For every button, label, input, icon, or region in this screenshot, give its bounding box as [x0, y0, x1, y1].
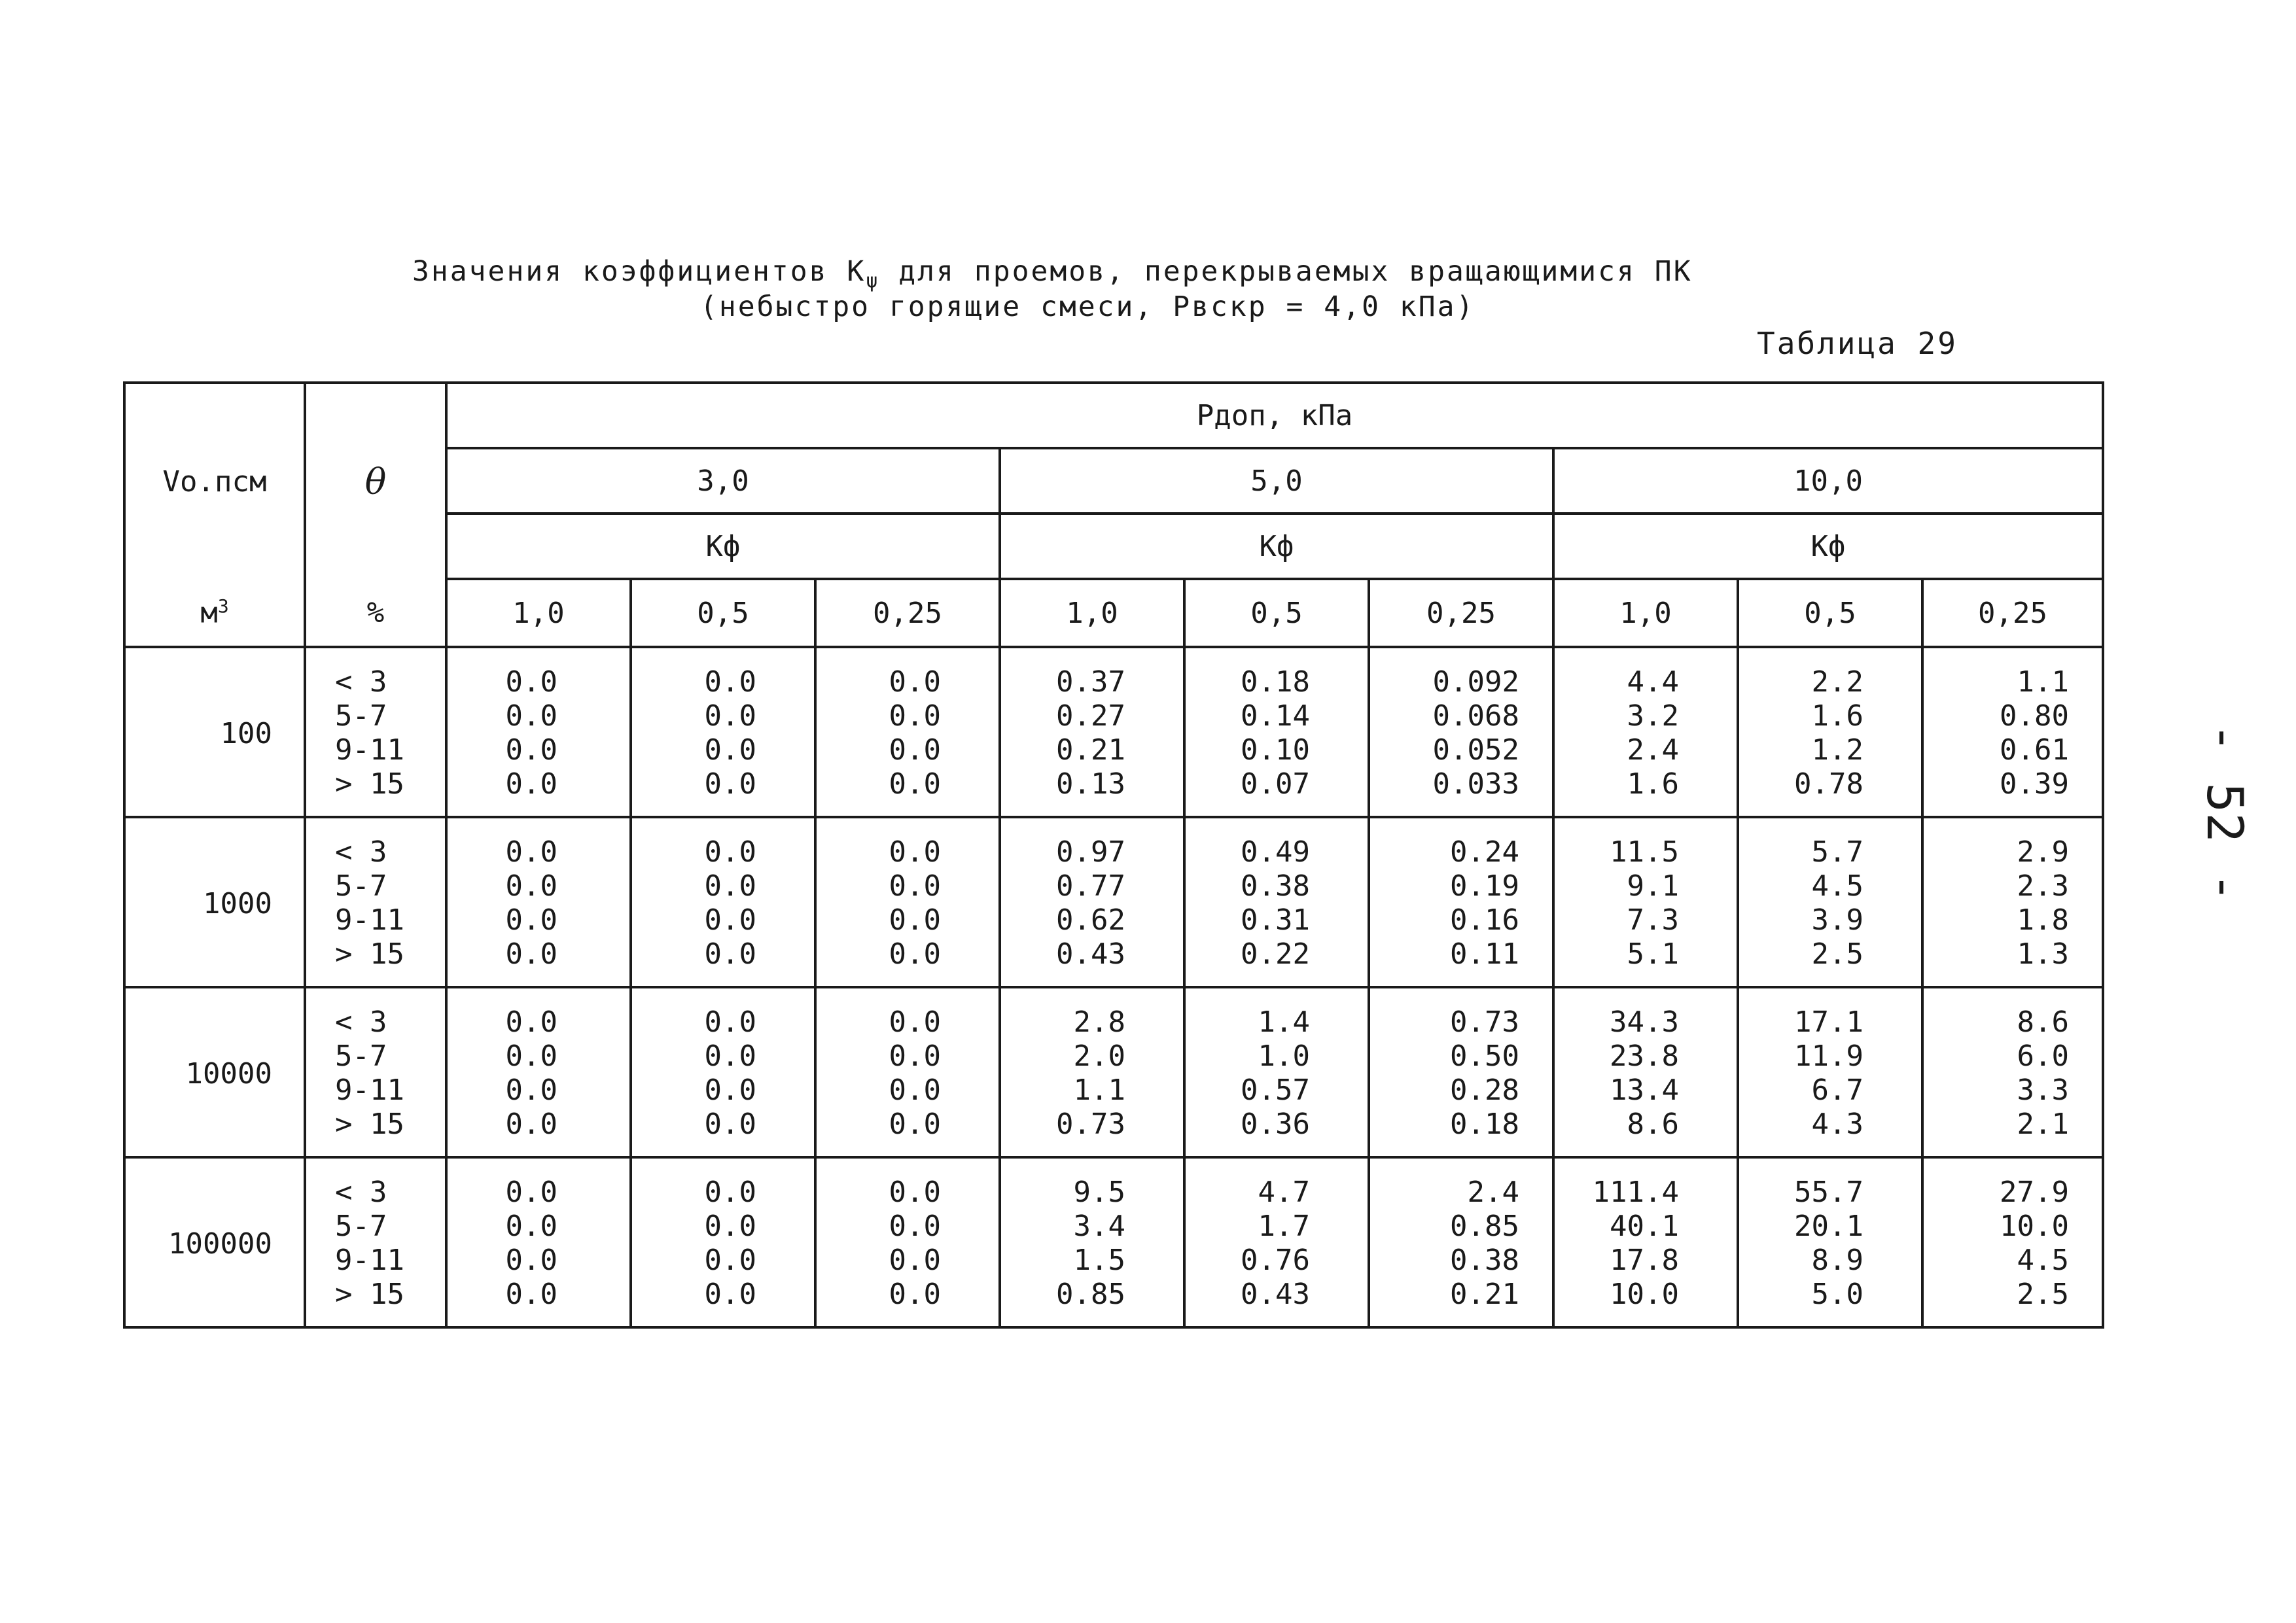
row-volume: 1000: [124, 817, 305, 987]
coefficient-value: 11.5: [1610, 835, 1679, 869]
coefficient-value: 10.0: [1610, 1278, 1679, 1311]
header-k-value: 0,25: [1369, 579, 1553, 647]
value-cell: [1184, 987, 1369, 1157]
coefficient-value: 0.10: [1241, 733, 1310, 767]
coefficient-value: 2.1: [2017, 1108, 2069, 1141]
coefficient-value: 0.0: [505, 869, 557, 903]
value-cell: [815, 817, 1000, 987]
coefficient-value: 0.11: [1450, 937, 1519, 971]
value-cell: [446, 987, 631, 1157]
coefficient-value: 0.22: [1241, 937, 1310, 971]
title-line-2: (небыстро горящие смеси, Рвскр = 4,0 кПа): [700, 290, 1475, 323]
coefficient-value: 3.2: [1627, 699, 1679, 733]
coefficient-value: 1.1: [2017, 665, 2069, 699]
coefficient-value: 7.3: [1627, 903, 1679, 937]
theta-range: < 3: [335, 1005, 387, 1039]
coefficient-value: 2.5: [1811, 937, 1863, 971]
coefficient-value: 0.0: [505, 1244, 557, 1277]
value-cell: [815, 1157, 1000, 1327]
value-cell: [815, 647, 1000, 817]
value-cell: [446, 817, 631, 987]
coefficient-value: 111.4: [1592, 1176, 1679, 1209]
coefficient-value: 4.4: [1627, 665, 1679, 699]
coefficient-value: 0.0: [889, 937, 941, 971]
header-theta-symbol: θ: [364, 461, 387, 502]
row-theta-cell: [305, 817, 446, 987]
value-cell: [1738, 647, 1922, 817]
coefficient-value: 0.0: [704, 1244, 756, 1277]
value-cell: [1922, 1157, 2103, 1327]
coefficient-value: 0.0: [889, 1073, 941, 1107]
coefficient-value: 5.0: [1811, 1278, 1863, 1311]
header-k-value: 0,5: [1738, 579, 1922, 647]
value-cell: [1184, 817, 1369, 987]
value-cell: [1553, 1157, 1738, 1327]
header-k-label-3: Кф: [1553, 514, 2103, 579]
volume-unit-power: 3: [217, 595, 229, 617]
coefficient-value: 3.9: [1811, 903, 1863, 937]
header-pressure-group-2: 5,0: [1000, 448, 1553, 514]
coefficient-value: 0.0: [889, 1176, 941, 1209]
coefficient-value: 0.27: [1056, 699, 1125, 733]
table-number-label: Таблица 29: [1757, 326, 1958, 361]
coefficient-value: 11.9: [1794, 1039, 1863, 1073]
theta-range: > 15: [335, 767, 404, 801]
coefficient-value: 2.3: [2017, 869, 2069, 903]
coefficient-value: 0.38: [1241, 869, 1310, 903]
theta-range: > 15: [335, 1278, 404, 1311]
coefficient-value: 1.1: [1073, 1073, 1125, 1107]
coefficient-value: 0.0: [505, 1176, 557, 1209]
coefficient-value: 10.0: [2000, 1210, 2069, 1243]
value-cell: [1922, 817, 2103, 987]
coefficient-value: 0.21: [1056, 733, 1125, 767]
coefficient-value: 0.0: [889, 1278, 941, 1311]
value-cell: [1738, 1157, 1922, 1327]
value-cell: [1553, 817, 1738, 987]
coefficient-value: 0.0: [889, 1210, 941, 1243]
coefficient-value: 8.6: [1627, 1108, 1679, 1141]
coefficient-value: 0.0: [505, 665, 557, 699]
coefficient-value: 1.0: [1258, 1039, 1310, 1073]
header-k-value: 0,25: [815, 579, 1000, 647]
value-cell: [631, 647, 815, 817]
header-volume-label: Vo.псм: [162, 464, 267, 498]
volume-unit: м: [200, 596, 218, 630]
theta-range: > 15: [335, 937, 404, 971]
header-k-value: 1,0: [446, 579, 631, 647]
header-volume-unit: [124, 579, 305, 647]
coefficient-value: 0.0: [704, 1176, 756, 1209]
theta-range: 9-11: [335, 733, 404, 767]
coefficient-value: 0.0: [889, 903, 941, 937]
coefficient-value: 0.0: [505, 1073, 557, 1107]
coefficient-value: 6.7: [1811, 1073, 1863, 1107]
coefficient-value: 6.0: [2017, 1039, 2069, 1073]
value-cell: [1369, 817, 1553, 987]
coefficient-value: 27.9: [2000, 1176, 2069, 1209]
coefficient-value: 3.4: [1073, 1210, 1125, 1243]
coefficient-value: 0.0: [889, 835, 941, 869]
page-number: - 52 -: [2196, 723, 2254, 903]
coefficient-value: 0.16: [1450, 903, 1519, 937]
coefficient-value: 2.9: [2017, 835, 2069, 869]
coefficient-value: 0.0: [505, 1005, 557, 1039]
coefficient-value: 0.36: [1241, 1108, 1310, 1141]
coefficient-value: 0.0: [704, 1039, 756, 1073]
value-cell: [631, 817, 815, 987]
coefficient-value: 0.068: [1432, 699, 1519, 733]
value-cell: [446, 647, 631, 817]
coefficient-value: 0.0: [505, 1278, 557, 1311]
title-line-1: [412, 255, 1693, 292]
coefficient-value: 0.092: [1432, 665, 1519, 699]
coefficient-value: 0.0: [704, 1210, 756, 1243]
coefficient-value: 0.0: [889, 767, 941, 801]
value-cell: [631, 1157, 815, 1327]
coefficient-value: 0.24: [1450, 835, 1519, 869]
coefficient-value: 0.18: [1450, 1108, 1519, 1141]
coefficient-value: 0.033: [1432, 767, 1519, 801]
coefficient-value: 0.97: [1056, 835, 1125, 869]
header-pressure-group-1: 3,0: [446, 448, 1000, 514]
theta-range: < 3: [335, 665, 387, 699]
table-row: [124, 987, 2103, 1157]
coefficient-value: 0.0: [704, 835, 756, 869]
coefficient-value: 0.0: [889, 1005, 941, 1039]
table-row: [124, 817, 2103, 987]
coefficient-value: 0.21: [1450, 1278, 1519, 1311]
row-volume: 100000: [124, 1157, 305, 1327]
coefficient-value: 0.14: [1241, 699, 1310, 733]
coefficient-value: 0.19: [1450, 869, 1519, 903]
coefficient-value: 9.1: [1627, 869, 1679, 903]
value-cell: [1922, 987, 2103, 1157]
value-cell: [815, 987, 1000, 1157]
coefficient-value: 0.85: [1056, 1278, 1125, 1311]
row-theta-cell: [305, 987, 446, 1157]
header-k-label-2: Кф: [1000, 514, 1553, 579]
coefficient-value: 0.0: [889, 1039, 941, 1073]
coefficient-value: 0.0: [704, 903, 756, 937]
coefficient-value: 20.1: [1794, 1210, 1863, 1243]
coefficient-value: 0.0: [704, 699, 756, 733]
coefficient-value: 2.4: [1467, 1176, 1519, 1209]
coefficient-value: 1.2: [1811, 733, 1863, 767]
coefficient-value: 0.43: [1056, 937, 1125, 971]
coefficient-value: 2.8: [1073, 1005, 1125, 1039]
coefficient-value: 0.0: [704, 665, 756, 699]
value-cell: [1184, 647, 1369, 817]
coefficient-value: 0.0: [889, 733, 941, 767]
table-row: [124, 1157, 2103, 1327]
coefficient-value: 0.0: [704, 1073, 756, 1107]
coefficient-value: 0.61: [2000, 733, 2069, 767]
coefficient-value: 0.0: [505, 699, 557, 733]
coefficient-value: 0.37: [1056, 665, 1125, 699]
coefficient-value: 4.7: [1258, 1176, 1310, 1209]
coefficient-value: 55.7: [1794, 1176, 1863, 1209]
value-cell: [1000, 647, 1184, 817]
coefficient-value: 0.38: [1450, 1244, 1519, 1277]
coefficient-value: 0.0: [889, 699, 941, 733]
header-k-value: 1,0: [1553, 579, 1738, 647]
value-cell: [1000, 987, 1184, 1157]
row-theta-cell: [305, 1157, 446, 1327]
coefficient-value: 0.31: [1241, 903, 1310, 937]
header-theta-unit: %: [305, 579, 446, 647]
coefficient-value: 0.49: [1241, 835, 1310, 869]
value-cell: [1369, 1157, 1553, 1327]
value-cell: [1738, 817, 1922, 987]
coefficient-value: 1.5: [1073, 1244, 1125, 1277]
coefficient-value: 8.6: [2017, 1005, 2069, 1039]
coefficient-value: 0.28: [1450, 1073, 1519, 1107]
coefficient-value: 2.5: [2017, 1278, 2069, 1311]
value-cell: [1184, 1157, 1369, 1327]
coefficient-value: 0.57: [1241, 1073, 1310, 1107]
theta-range: < 3: [335, 1176, 387, 1209]
coefficient-value: 0.43: [1241, 1278, 1310, 1311]
value-cell: [446, 1157, 631, 1327]
value-cell: [1553, 987, 1738, 1157]
coefficient-value: 1.8: [2017, 903, 2069, 937]
coefficient-value: 0.07: [1241, 767, 1310, 801]
coefficient-value: 4.3: [1811, 1108, 1863, 1141]
header-volume: [124, 383, 305, 579]
coefficient-value: 0.0: [704, 767, 756, 801]
coefficient-value: 40.1: [1610, 1210, 1679, 1243]
coefficient-value: 0.0: [889, 665, 941, 699]
value-cell: [631, 987, 815, 1157]
coefficient-value: 23.8: [1610, 1039, 1679, 1073]
value-cell: [1369, 987, 1553, 1157]
value-cell: [1000, 817, 1184, 987]
coefficient-value: 1.4: [1258, 1005, 1310, 1039]
coefficient-value: 0.18: [1241, 665, 1310, 699]
header-k-value: 1,0: [1000, 579, 1184, 647]
coefficient-value: 0.0: [704, 733, 756, 767]
value-cell: [1369, 647, 1553, 817]
coefficient-value: 8.9: [1811, 1244, 1863, 1277]
coefficient-value: 0.0: [704, 1005, 756, 1039]
coefficient-value: 0.0: [505, 903, 557, 937]
title-suffix: для проемов, перекрываемых вращающимися ПК: [879, 255, 1693, 288]
value-cell: [1553, 647, 1738, 817]
coefficient-value: 0.0: [704, 1278, 756, 1311]
header-pressure-group-3: 10,0: [1553, 448, 2103, 514]
coefficient-value: 0.0: [704, 869, 756, 903]
coefficient-value: 0.50: [1450, 1039, 1519, 1073]
coefficient-value: 0.0: [505, 1108, 557, 1141]
theta-range: < 3: [335, 835, 387, 869]
header-k-value: 0,25: [1922, 579, 2103, 647]
coefficient-value: 0.0: [505, 1039, 557, 1073]
coefficient-value: 0.62: [1056, 903, 1125, 937]
coefficient-value: 0.0: [889, 1244, 941, 1277]
coefficient-value: 0.73: [1056, 1108, 1125, 1141]
coefficient-value: 0.0: [889, 869, 941, 903]
theta-range: 5-7: [335, 1210, 387, 1243]
theta-range: 9-11: [335, 903, 404, 937]
coefficient-value: 5.1: [1627, 937, 1679, 971]
coefficient-value: 0.13: [1056, 767, 1125, 801]
header-k-label-1: Кф: [446, 514, 1000, 579]
coefficient-value: 2.4: [1627, 733, 1679, 767]
title-subscript: ψ: [866, 270, 880, 292]
theta-range: 5-7: [335, 699, 387, 733]
coefficient-value: 0.0: [704, 1108, 756, 1141]
coefficient-value: 0.0: [505, 767, 557, 801]
coefficient-value: 0.0: [505, 1210, 557, 1243]
coefficient-value: 0.0: [889, 1108, 941, 1141]
coefficient-value: 0.0: [704, 937, 756, 971]
coefficient-value: 1.6: [1811, 699, 1863, 733]
row-theta-cell: [305, 647, 446, 817]
coefficient-value: 2.2: [1811, 665, 1863, 699]
coefficient-value: 17.1: [1794, 1005, 1863, 1039]
theta-range: 9-11: [335, 1244, 404, 1277]
row-volume: 100: [124, 647, 305, 817]
title-prefix: Значения коэффициентов К: [412, 255, 866, 288]
coefficient-value: 0.39: [2000, 767, 2069, 801]
value-cell: [1000, 1157, 1184, 1327]
coefficient-value: 0.052: [1432, 733, 1519, 767]
coefficient-table: [123, 381, 2104, 1329]
coefficient-value: 0.80: [2000, 699, 2069, 733]
coefficient-value: 0.76: [1241, 1244, 1310, 1277]
coefficient-value: 1.7: [1258, 1210, 1310, 1243]
coefficient-value: 4.5: [2017, 1244, 2069, 1277]
coefficient-value: 9.5: [1073, 1176, 1125, 1209]
coefficient-value: 17.8: [1610, 1244, 1679, 1277]
coefficient-value: 1.3: [2017, 937, 2069, 971]
coefficient-value: 0.0: [505, 835, 557, 869]
header-k-value: 0,5: [1184, 579, 1369, 647]
coefficient-value: 0.77: [1056, 869, 1125, 903]
coefficient-value: 3.3: [2017, 1073, 2069, 1107]
coefficient-value: 0.85: [1450, 1210, 1519, 1243]
value-cell: [1922, 647, 2103, 817]
coefficient-value: 0.0: [505, 937, 557, 971]
coefficient-value: 13.4: [1610, 1073, 1679, 1107]
coefficient-value: 34.3: [1610, 1005, 1679, 1039]
coefficient-value: 0.73: [1450, 1005, 1519, 1039]
coefficient-value: 4.5: [1811, 869, 1863, 903]
coefficient-value: 0.78: [1794, 767, 1863, 801]
coefficient-value: 1.6: [1627, 767, 1679, 801]
theta-range: 9-11: [335, 1073, 404, 1107]
theta-range: 5-7: [335, 1039, 387, 1073]
coefficient-value: 5.7: [1811, 835, 1863, 869]
theta-range: > 15: [335, 1108, 404, 1141]
row-volume: 10000: [124, 987, 305, 1157]
value-cell: [1738, 987, 1922, 1157]
header-k-value: 0,5: [631, 579, 815, 647]
coefficient-value: 2.0: [1073, 1039, 1125, 1073]
coefficient-value: 0.0: [505, 733, 557, 767]
table-row: [124, 647, 2103, 817]
theta-range: 5-7: [335, 869, 387, 903]
header-pressure: Рдоп, кПа: [446, 383, 2103, 448]
header-theta: [305, 383, 446, 579]
